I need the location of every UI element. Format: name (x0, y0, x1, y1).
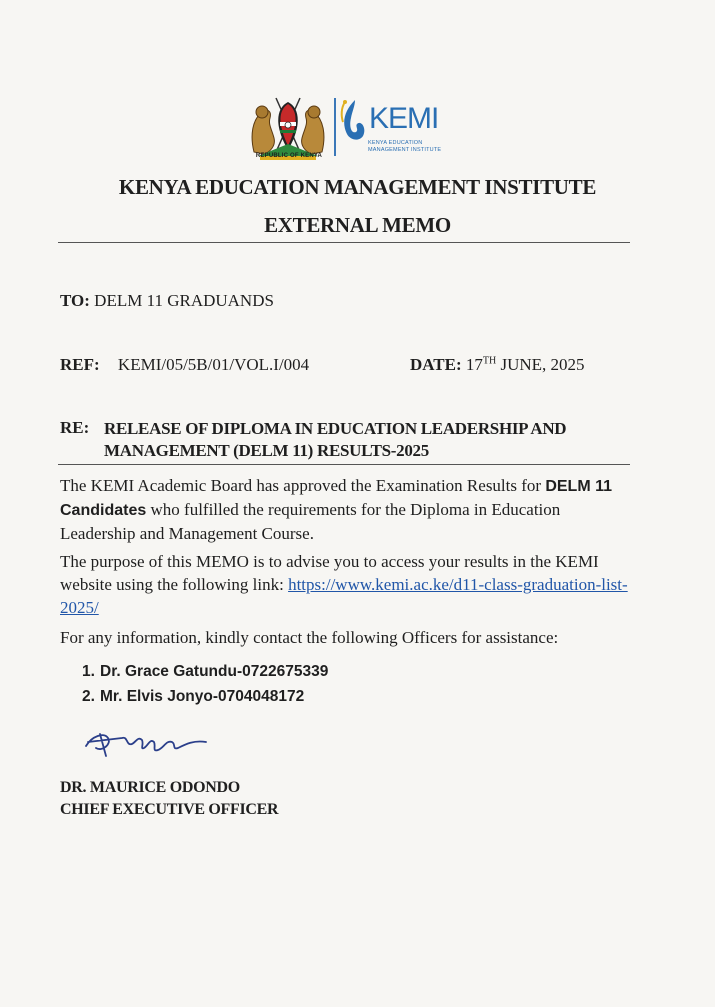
re-subject-line2: MANAGEMENT (DELM 11) RESULTS-2025 (104, 441, 429, 460)
ref-value: KEMI/05/5B/01/VOL.I/004 (117, 355, 310, 374)
coat-of-arms-label: REPUBLIC OF KENYA (255, 153, 323, 159)
ref-field (60, 355, 309, 375)
re-label: RE: (60, 418, 90, 437)
re-subject (104, 418, 604, 462)
paragraph-purpose (60, 550, 630, 619)
signatory-name: DR. MAURICE ODONDO (60, 779, 240, 796)
kemi-flame-icon (339, 98, 369, 144)
ref-label: REF: (60, 355, 100, 374)
date-field (410, 355, 585, 375)
para1-start: The KEMI Academic Board has approved the Examination Results for (60, 476, 542, 495)
institute-name: KENYA EDUCATION MANAGEMENT INSTITUTE (118, 175, 597, 199)
memo-type: EXTERNAL MEMO (264, 213, 451, 237)
officer-text: Dr. Grace Gatundu-0722675339 (100, 663, 329, 680)
officer-number: 2. (82, 688, 95, 705)
subject-rule (58, 464, 630, 465)
kemi-logo-subtitle-line1: KENYA EDUCATION (368, 140, 423, 146)
list-item (82, 659, 328, 684)
results-link[interactable]: https://www.kemi.ac.ke/d11-class-graduation-list-2025/ (60, 575, 628, 617)
date-day: 17 (465, 355, 483, 374)
re-subject-line1: RELEASE OF DIPLOMA IN EDUCATION LEADERSHIP AND (104, 419, 567, 438)
signatory-block (60, 777, 278, 821)
officers-list (82, 659, 328, 709)
paragraph-contact: For any information, kindly contact the following Officers for assistance: (60, 628, 559, 647)
signatory-title: CHIEF EXECUTIVE OFFICER (60, 801, 279, 818)
header-rule (58, 242, 630, 243)
officer-text: Mr. Elvis Jonyo-0704048172 (100, 688, 305, 705)
list-item (82, 684, 328, 709)
kemi-logo-subtitle-line2: MANAGEMENT INSTITUTE (368, 147, 442, 153)
logo-divider (334, 98, 336, 156)
signature-icon (82, 724, 212, 758)
to-label: TO: (60, 291, 90, 310)
kemi-logo-subtitle (368, 140, 441, 154)
to-field (60, 291, 274, 311)
date-label: DATE: (410, 355, 462, 374)
paragraph-approval (60, 474, 630, 545)
date-suffix: TH (482, 355, 497, 367)
para2-text: The purpose of this MEMO is to advise you to access your results in the KEMI website using the following link: (60, 552, 599, 594)
date-rest: JUNE, 2025 (500, 355, 585, 374)
kemi-logo-word: KEMI (369, 102, 439, 135)
officer-number: 1. (82, 663, 95, 680)
para1-end: who fulfilled the requirements for the Diploma in Education Leadership and Management Course. (60, 500, 561, 543)
to-value: DELM 11 GRADUANDS (94, 291, 274, 310)
para1-bold: DELM 11 Candidates (60, 478, 613, 519)
